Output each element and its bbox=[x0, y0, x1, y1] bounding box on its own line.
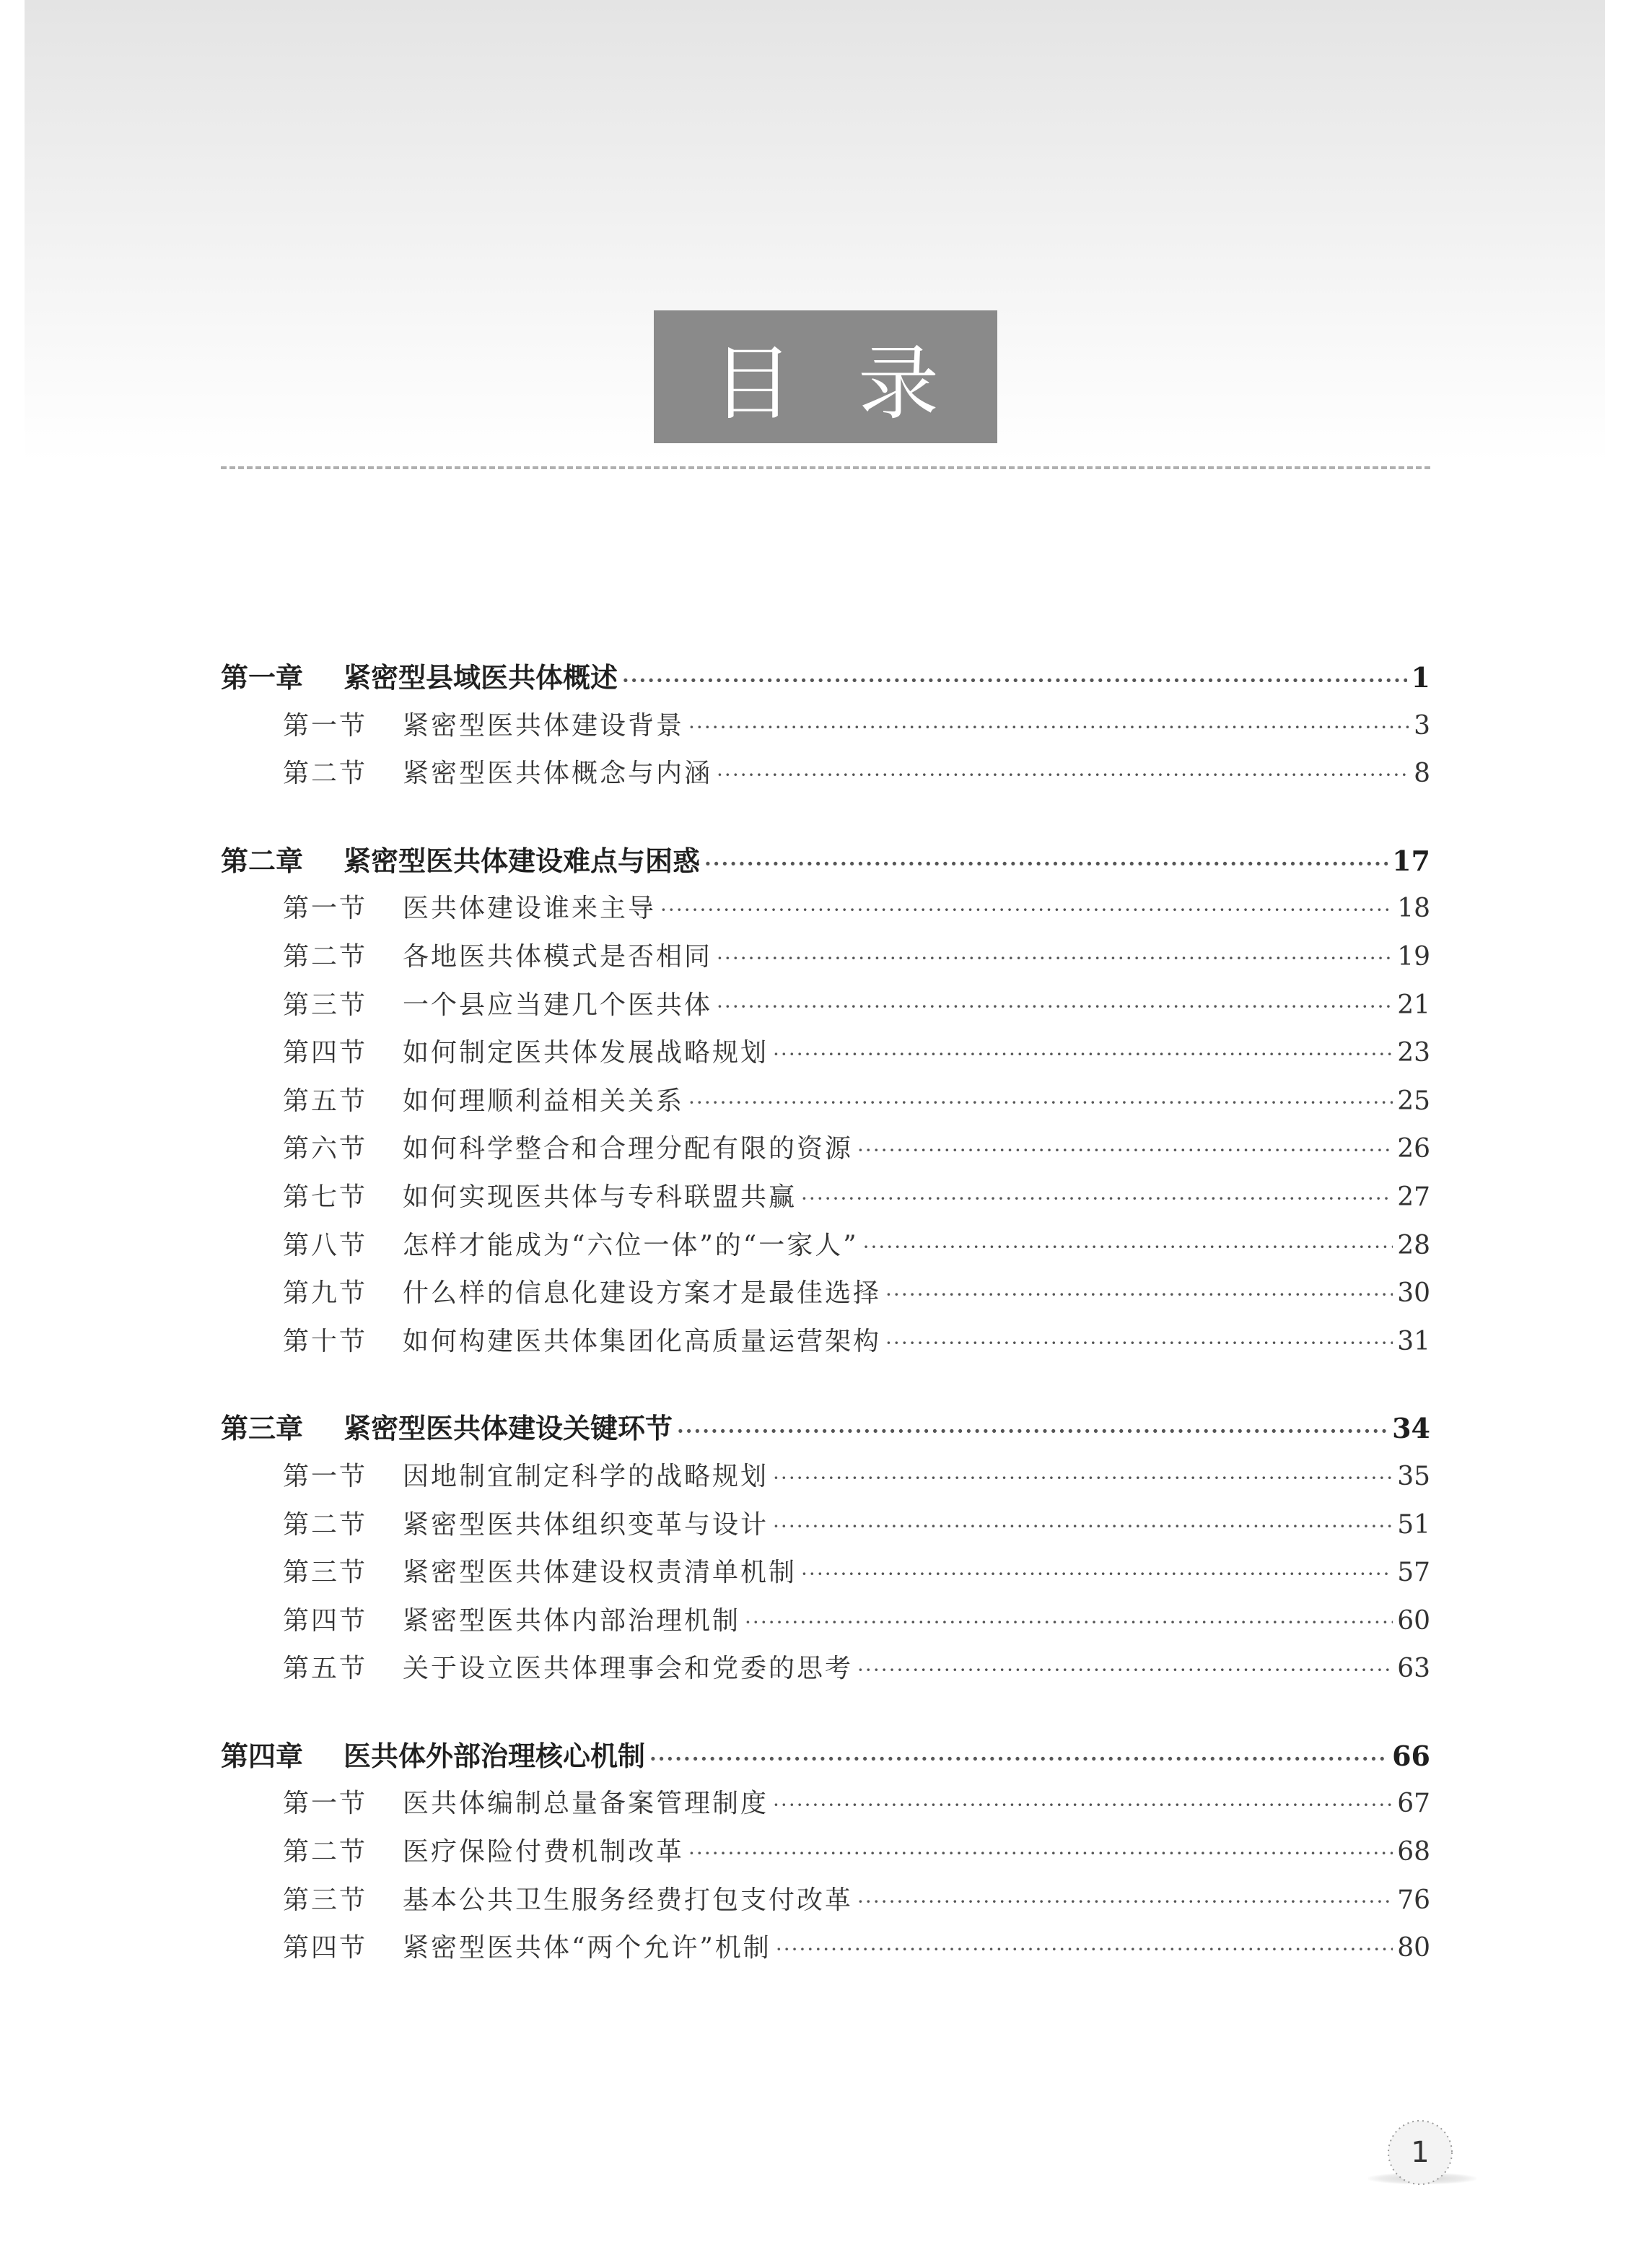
toc-section-row-page: 31 bbox=[1397, 1326, 1430, 1356]
toc-section-row[interactable] bbox=[221, 1645, 1430, 1693]
toc-section-row-title: 如何构建医共体集团化高质量运营架构 bbox=[403, 1326, 882, 1356]
page-number-badge bbox=[1386, 2118, 1455, 2187]
toc-section-row-title: 紧密型医共体内部治理机制 bbox=[403, 1605, 741, 1636]
dot-leader bbox=[704, 840, 1388, 889]
dot-leader bbox=[885, 1271, 1393, 1320]
toc-section-row-title: 什么样的信息化建设方案才是最佳选择 bbox=[403, 1278, 882, 1309]
toc-chapter bbox=[221, 1405, 1430, 1693]
toc-section-row[interactable] bbox=[221, 1828, 1430, 1877]
toc-section-row[interactable] bbox=[221, 1125, 1430, 1174]
toc-section-row-page: 19 bbox=[1397, 941, 1430, 972]
toc-section-row[interactable] bbox=[221, 702, 1430, 751]
dot-leader bbox=[688, 704, 1409, 752]
toc-section-row-title: 紧密型医共体“两个允许”机制 bbox=[403, 1933, 771, 1963]
toc-section-row[interactable] bbox=[221, 1597, 1430, 1646]
toc-section-row-page: 60 bbox=[1397, 1605, 1430, 1636]
dot-leader bbox=[776, 1926, 1393, 1974]
toc-chapter-row[interactable] bbox=[221, 1732, 1430, 1781]
toc-section-row-page: 21 bbox=[1397, 990, 1430, 1020]
dot-leader bbox=[717, 983, 1393, 1031]
toc-section-row-number: 第二节 bbox=[283, 941, 368, 972]
toc-section-row-page: 68 bbox=[1397, 1837, 1430, 1867]
toc-section-row[interactable] bbox=[221, 1270, 1430, 1318]
toc-section-row-number: 第一节 bbox=[283, 1461, 368, 1491]
toc-chapter-row-page: 17 bbox=[1392, 844, 1430, 877]
toc-section-row-title: 医共体建设谁来主导 bbox=[403, 894, 657, 924]
toc-chapter-row[interactable] bbox=[221, 654, 1430, 702]
toc-chapter-row[interactable] bbox=[221, 1405, 1430, 1453]
title-divider bbox=[221, 466, 1430, 469]
dot-leader bbox=[688, 1079, 1393, 1128]
toc-section-row-title: 紧密型医共体概念与内涵 bbox=[403, 759, 713, 789]
toc-section-row-number: 第三节 bbox=[283, 1885, 368, 1915]
toc-section-row-title: 紧密型医共体建设权责清单机制 bbox=[403, 1558, 797, 1588]
dot-leader bbox=[649, 1735, 1388, 1784]
toc-section-row-page: 57 bbox=[1397, 1558, 1430, 1588]
dot-leader bbox=[622, 657, 1407, 705]
toc-section-row-title: 医共体编制总量备案管理制度 bbox=[403, 1789, 769, 1819]
toc-section-row-number: 第三节 bbox=[283, 1558, 368, 1588]
toc-section-row[interactable] bbox=[221, 933, 1430, 982]
toc-section-row-page: 67 bbox=[1397, 1789, 1430, 1819]
toc-section-row[interactable] bbox=[221, 1174, 1430, 1222]
toc-chapter-row-page: 1 bbox=[1411, 661, 1430, 694]
toc-section-row-number: 第二节 bbox=[283, 1509, 368, 1540]
toc-section-row[interactable] bbox=[221, 1549, 1430, 1597]
toc-chapter-row-page: 34 bbox=[1392, 1412, 1430, 1445]
toc-section-row-number: 第一节 bbox=[283, 710, 368, 741]
toc-chapter-row-title: 紧密型县域医共体概述 bbox=[343, 661, 618, 694]
dot-leader bbox=[801, 1175, 1393, 1224]
toc-section-row-number: 第九节 bbox=[283, 1278, 368, 1309]
toc-section-row-page: 30 bbox=[1397, 1278, 1430, 1309]
toc-title-box bbox=[654, 310, 1004, 443]
dot-leader bbox=[688, 1830, 1393, 1878]
table-of-contents bbox=[221, 654, 1430, 2012]
toc-section-row-title: 医疗保险付费机制改革 bbox=[403, 1837, 685, 1867]
dot-leader bbox=[660, 886, 1393, 935]
toc-section-row-title: 怎样才能成为“六位一体”的“一家人” bbox=[403, 1230, 859, 1260]
toc-section-row-page: 3 bbox=[1414, 710, 1430, 741]
toc-section-row-number: 第三节 bbox=[283, 990, 368, 1020]
toc-section-row-number: 第四节 bbox=[283, 1605, 368, 1636]
toc-section-row-title: 因地制宜制定科学的战略规划 bbox=[403, 1461, 769, 1491]
toc-section-row[interactable] bbox=[221, 1924, 1430, 1973]
toc-chapter-row-title: 紧密型医共体建设难点与困惑 bbox=[343, 844, 701, 877]
toc-section-row-number: 第一节 bbox=[283, 894, 368, 924]
toc-chapter-row-number: 第三章 bbox=[221, 1412, 304, 1445]
toc-section-row[interactable] bbox=[221, 885, 1430, 933]
toc-section-row[interactable] bbox=[221, 982, 1430, 1030]
toc-section-row-number: 第十节 bbox=[283, 1326, 368, 1356]
toc-section-row-page: 27 bbox=[1397, 1182, 1430, 1212]
toc-section-row[interactable] bbox=[221, 1222, 1430, 1270]
toc-section-row-page: 35 bbox=[1397, 1461, 1430, 1491]
toc-chapter-row-title: 医共体外部治理核心机制 bbox=[343, 1739, 646, 1772]
toc-section-row-page: 23 bbox=[1397, 1038, 1430, 1068]
toc-section-row[interactable] bbox=[221, 1078, 1430, 1126]
toc-section-row[interactable] bbox=[221, 1318, 1430, 1366]
toc-section-row-page: 28 bbox=[1397, 1230, 1430, 1260]
toc-section-row-page: 26 bbox=[1397, 1134, 1430, 1164]
toc-section-row-number: 第八节 bbox=[283, 1230, 368, 1260]
toc-section-row-title: 如何制定医共体发展战略规划 bbox=[403, 1038, 769, 1068]
toc-section-row-page: 8 bbox=[1414, 759, 1430, 789]
toc-section-row-number: 第六节 bbox=[283, 1134, 368, 1164]
dot-leader bbox=[857, 1647, 1393, 1695]
dot-leader bbox=[773, 1781, 1393, 1830]
toc-section-row-title: 紧密型医共体建设背景 bbox=[403, 710, 685, 741]
dot-leader bbox=[717, 935, 1393, 983]
dot-leader bbox=[857, 1127, 1393, 1175]
toc-section-row[interactable] bbox=[221, 750, 1430, 798]
dot-leader bbox=[677, 1408, 1388, 1456]
toc-chapter bbox=[221, 837, 1430, 1366]
toc-section-row-number: 第一节 bbox=[283, 1789, 368, 1819]
toc-section-row-title: 紧密型医共体组织变革与设计 bbox=[403, 1509, 769, 1540]
page-number: 1 bbox=[1411, 2136, 1430, 2169]
toc-section-row-page: 51 bbox=[1397, 1509, 1430, 1540]
toc-chapter bbox=[221, 654, 1430, 798]
toc-section-row-number: 第七节 bbox=[283, 1182, 368, 1212]
page-title: 目录 bbox=[712, 336, 1004, 431]
dot-leader bbox=[857, 1878, 1393, 1927]
toc-section-row[interactable] bbox=[221, 1877, 1430, 1925]
toc-section-row-page: 76 bbox=[1397, 1885, 1430, 1915]
dot-leader bbox=[801, 1550, 1393, 1599]
toc-chapter-row-number: 第二章 bbox=[221, 844, 304, 877]
toc-section-row-title: 一个县应当建几个医共体 bbox=[403, 990, 713, 1020]
toc-chapter-row[interactable] bbox=[221, 837, 1430, 886]
toc-section-row[interactable] bbox=[221, 1453, 1430, 1501]
dot-leader bbox=[863, 1224, 1393, 1272]
toc-section-row-title: 关于设立医共体理事会和党委的思考 bbox=[403, 1654, 854, 1684]
toc-section-row-number: 第五节 bbox=[283, 1086, 368, 1116]
toc-section-row-page: 80 bbox=[1397, 1933, 1430, 1963]
toc-section-row-number: 第二节 bbox=[283, 1837, 368, 1867]
dot-leader bbox=[885, 1320, 1393, 1368]
toc-chapter bbox=[221, 1732, 1430, 1973]
dot-leader bbox=[717, 751, 1409, 800]
dot-leader bbox=[773, 1503, 1393, 1551]
toc-section-row-page: 18 bbox=[1397, 894, 1430, 924]
toc-chapter-row-title: 紧密型医共体建设关键环节 bbox=[343, 1412, 673, 1445]
dot-leader bbox=[773, 1031, 1393, 1079]
toc-section-row-title: 各地医共体模式是否相同 bbox=[403, 941, 713, 972]
toc-section-row-number: 第五节 bbox=[283, 1654, 368, 1684]
toc-section-row[interactable] bbox=[221, 1501, 1430, 1550]
toc-section-row-number: 第四节 bbox=[283, 1933, 368, 1963]
toc-section-row-title: 如何实现医共体与专科联盟共赢 bbox=[403, 1182, 797, 1212]
toc-chapter-row-number: 第一章 bbox=[221, 661, 304, 694]
toc-section-row-page: 25 bbox=[1397, 1086, 1430, 1116]
toc-chapter-row-number: 第四章 bbox=[221, 1739, 304, 1772]
toc-section-row-title: 如何理顺利益相关关系 bbox=[403, 1086, 685, 1116]
dot-leader bbox=[745, 1599, 1393, 1647]
toc-section-row-number: 第二节 bbox=[283, 759, 368, 789]
toc-section-row-title: 基本公共卫生服务经费打包支付改革 bbox=[403, 1885, 854, 1915]
toc-section-row-page: 63 bbox=[1397, 1654, 1430, 1684]
toc-section-row[interactable] bbox=[221, 1029, 1430, 1078]
toc-section-row-title: 如何科学整合和合理分配有限的资源 bbox=[403, 1134, 854, 1164]
toc-section-row-number: 第四节 bbox=[283, 1038, 368, 1068]
toc-section-row[interactable] bbox=[221, 1780, 1430, 1828]
dot-leader bbox=[773, 1454, 1393, 1503]
toc-chapter-row-page: 66 bbox=[1392, 1739, 1430, 1772]
